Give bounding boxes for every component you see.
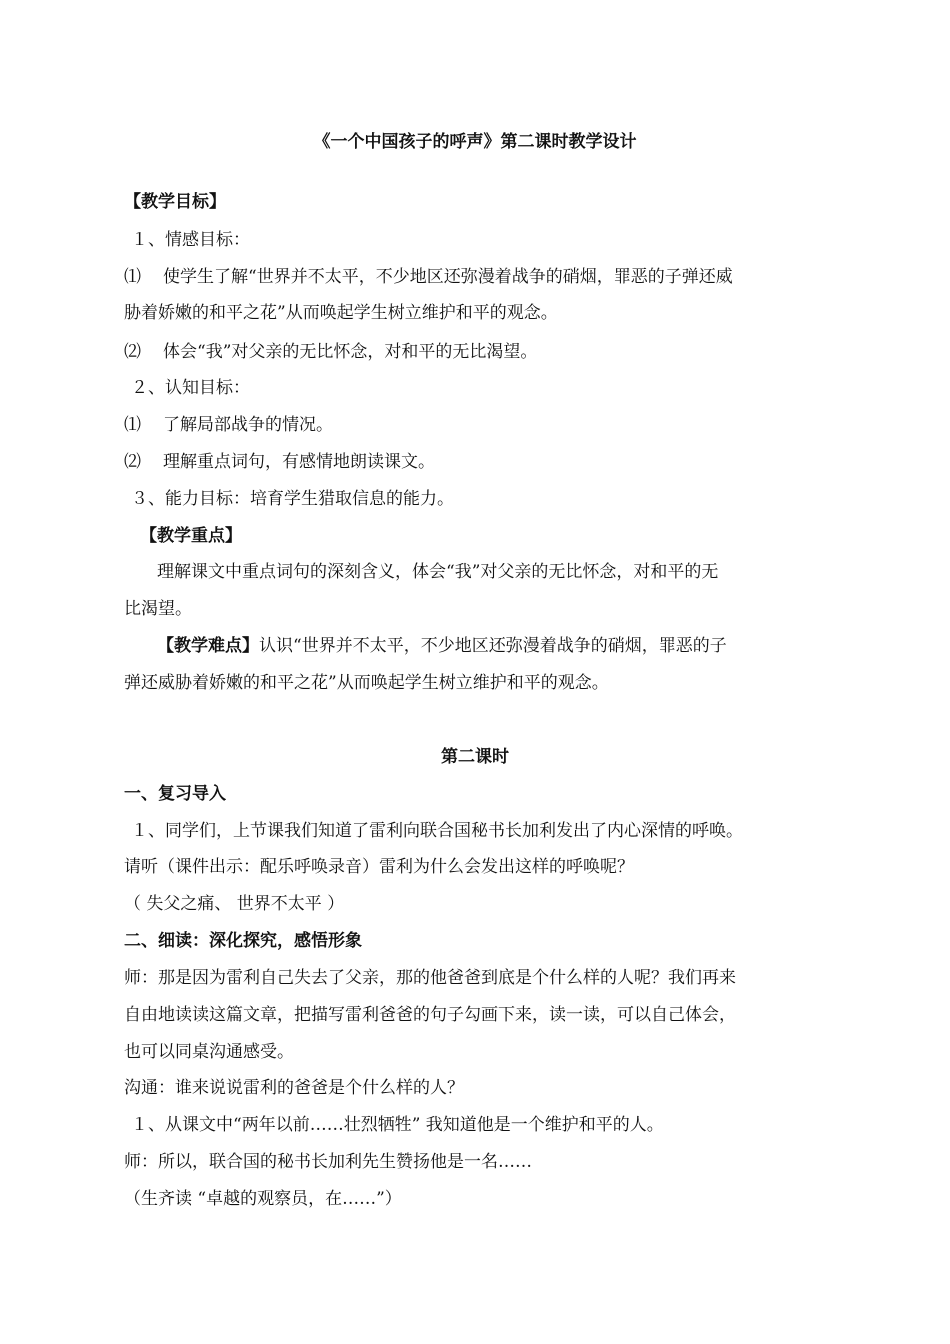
key-points-line2: 比渴望。 — [124, 599, 192, 619]
goals-heading: 【教学目标】 — [124, 192, 226, 212]
document-title: 《一个中国孩子的呼声》第二课时教学设计 — [313, 132, 637, 152]
difficulty-line1 — [157, 631, 727, 656]
goal2-label: ２、认知目标： — [131, 378, 250, 398]
goal1-item1-number: ⑴ — [124, 267, 141, 287]
difficulty-text: 认识“世界并不太平，不少地区还弥漫着战争的硝烟，罪恶的子 — [259, 636, 727, 656]
key-points-heading: 【教学重点】 — [140, 526, 242, 546]
goal1-item2-number: ⑵ — [124, 342, 141, 362]
lesson-title: 第二课时 — [441, 747, 509, 767]
goal2-item1-text: 了解局部战争的情况。 — [163, 415, 333, 435]
goal1-label: １、情感目标： — [131, 230, 250, 250]
goal3-text: ３、能力目标：培育学生猎取信息的能力。 — [131, 489, 454, 509]
section2-line5: １、从课文中“两年以前……壮烈牺牲” 我知道他是一个维护和平的人。 — [131, 1115, 664, 1135]
section1-heading: 一、复习导入 — [124, 784, 226, 804]
goal2-item1-number: ⑴ — [124, 415, 141, 435]
section2-line4: 沟通：谁来说说雷利的爸爸是个什么样的人？ — [124, 1078, 464, 1098]
goal1-item2-text: 体会“我”对父亲的无比怀念，对和平的无比渴望。 — [163, 342, 538, 362]
goal1-item1-line1: 使学生了解“世界并不太平，不少地区还弥漫着战争的硝烟，罪恶的子弹还威 — [163, 267, 733, 287]
section1-line1: １、同学们，上节课我们知道了雷利向联合国秘书长加利发出了内心深情的呼唤。 — [131, 821, 743, 841]
goal2-item2-text: 理解重点词句，有感情地朗读课文。 — [163, 452, 435, 472]
goal1-item1-line2: 胁着娇嫩的和平之花”从而唤起学生树立维护和平的观念。 — [124, 303, 558, 323]
section1-line2: 请听（课件出示：配乐呼唤录音）雷利为什么会发出这样的呼唤呢？ — [124, 857, 634, 877]
section2-heading: 二、细读：深化探究，感悟形象 — [124, 931, 362, 951]
difficulty-line2: 弹还威胁着娇嫩的和平之花”从而唤起学生树立维护和平的观念。 — [124, 673, 609, 693]
section2-line3: 也可以同桌沟通感受。 — [124, 1042, 294, 1062]
section2-line2: 自由地读读这篇文章，把描写雷利爸爸的句子勾画下来，读一读，可以自己体会， — [124, 1005, 736, 1025]
section2-line7: （生齐读 “卓越的观察员，在……”） — [124, 1189, 402, 1209]
section2-line1: 师：那是因为雷利自己失去了父亲，那的他爸爸到底是个什么样的人呢？我们再来 — [124, 968, 736, 988]
goal2-item2-number: ⑵ — [124, 452, 141, 472]
key-points-line1: 理解课文中重点词句的深刻含义，体会“我”对父亲的无比怀念，对和平的无 — [157, 562, 719, 582]
section2-line6: 师：所以，联合国的秘书长加利先生赞扬他是一名…… — [124, 1152, 532, 1172]
section1-line3: （ 失父之痛、 世界不太平 ） — [124, 894, 345, 914]
difficulty-heading: 【教学难点】 — [157, 636, 259, 656]
